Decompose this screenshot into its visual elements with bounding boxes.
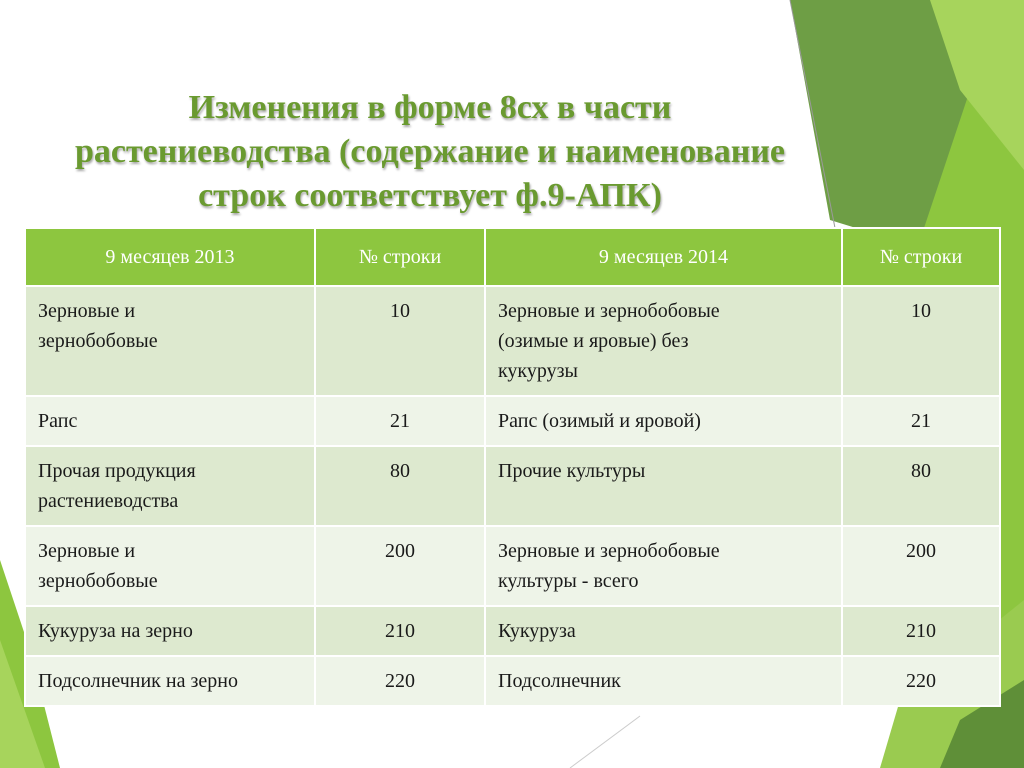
cell-row-number-2014: 10 [842,286,1000,396]
header-row-number-2014: № строки [842,228,1000,286]
cell-row-number-2013: 200 [315,526,485,606]
cell-row-number-2014: 80 [842,446,1000,526]
cell-row-number-2013: 21 [315,396,485,446]
cell-row-number-2014: 220 [842,656,1000,706]
table-row [25,286,1000,396]
cell-name-2014: Подсолнечник [485,656,842,706]
cell-name-2014: Зерновые и зернобобовые культуры - всего [485,526,842,606]
cell-row-number-2013: 210 [315,606,485,656]
cell-name-2014: Рапс (озимый и яровой) [485,396,842,446]
header-period-2014: 9 месяцев 2014 [485,228,842,286]
cell-name-2014: Зерновые и зернобобовые (озимые и яровые) без кукурузы [485,286,842,396]
cell-name-2013: Прочая продукция растениеводства [25,446,315,526]
table-row [25,396,1000,446]
table-header-row [25,228,1000,286]
table-row [25,526,1000,606]
table-row [25,446,1000,526]
cell-row-number-2013: 10 [315,286,485,396]
header-period-2013: 9 месяцев 2013 [25,228,315,286]
cell-name-2013: Подсолнечник на зерно [25,656,315,706]
header-row-number-2013: № строки [315,228,485,286]
cell-name-2013: Зерновые и зернобобовые [25,286,315,396]
table-body [25,286,1000,706]
table-row [25,656,1000,706]
data-table [24,227,1001,707]
cell-row-number-2014: 21 [842,396,1000,446]
data-table-container [24,227,999,707]
cell-row-number-2014: 200 [842,526,1000,606]
cell-name-2013: Зерновые и зернобобовые [25,526,315,606]
cell-row-number-2013: 220 [315,656,485,706]
table-row [25,606,1000,656]
cell-name-2013: Рапс [25,396,315,446]
cell-name-2014: Кукуруза [485,606,842,656]
cell-name-2013: Кукуруза на зерно [25,606,315,656]
cell-row-number-2013: 80 [315,446,485,526]
deco-line-bottom [570,716,640,768]
cell-name-2014: Прочие культуры [485,446,842,526]
slide-title: Изменения в форме 8сх в части растениеводства (содержание и наименование строк соответствует ф.9-АПК) [74,89,785,214]
cell-row-number-2014: 210 [842,606,1000,656]
